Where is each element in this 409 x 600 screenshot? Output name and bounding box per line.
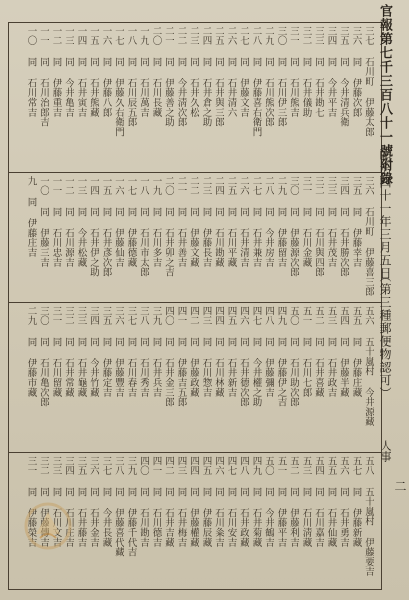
entry-column: 二九 同 伊藤留吉 [275,176,287,268]
entry-column: 二七 同 石井兼吉 [250,176,262,268]
entry-column: 一五 同 石井彥次郎 [100,176,112,277]
entry-column: 三四 同 今井平吉 [325,26,337,118]
entry-column: 一二 同 伊藤重吉 [50,26,62,118]
entry-column: 三二 同 伊藤傳吉 [38,456,49,548]
entry-column: 二八 同 伊藤喜右衛門 [250,26,262,137]
entry-column: 三五 同 伊藤定吉 [100,306,112,398]
entry-column: 三一 同 石川熊吉 [288,26,299,118]
entry-column: 五二 同 石井喜藏 [313,306,324,398]
entry-column: 二六 同 石井清六 [225,26,237,118]
entry-band-1 [12,26,374,168]
entry-column: 一〇 同 石川常吉 [25,26,37,118]
entry-column: 二三 同 伊藤長吉 [200,176,212,268]
entry-column: 四三 同 石川惣吉 [200,306,212,398]
entry-column: 四七 同 石川安吉 [225,456,237,548]
entry-column: 五七 同 伊藤新藏 [350,456,362,548]
entry-column: 一四 同 石井伊之助 [88,176,99,277]
entry-column: 四六 同 石井德次郎 [238,306,249,407]
entry-column: 一二 同 石川源吉 [63,176,74,268]
entry-column: 四三 同 石井梅吉 [175,456,187,548]
entry-column: 三九 同 石井兵吉 [150,306,162,398]
gazette-title: 官報第七千三百八十一號附錄 [377,4,392,186]
entry-column: 五一 同 伊藤平吉 [275,456,287,548]
entry-column: 三七 石川町 伊藤太郎 [363,26,374,137]
entry-column: 一七 同 伊藤久右衛門 [113,26,124,137]
entry-column: 四二 同 伊藤政藏 [188,306,199,398]
entry-band-2 [12,176,374,298]
entry-column: 一四 同 石井寅吉 [75,26,87,118]
entry-column: 九 同 伊藤庄吉 [25,176,37,258]
entry-column: 四九 同 石井菊藏 [250,456,262,548]
entry-column: 一九 同 石川多吉 [150,176,162,268]
entry-column: 二二 同 伊藤文藏 [188,176,199,268]
entry-column: 二八 同 今井房吉 [263,176,274,268]
entry-column: 五一 同 石川七郎 [300,306,312,398]
band-divider [8,452,381,453]
entry-column: 一一 同 石川忠吉 [50,176,62,268]
page-number: 二 [393,480,407,492]
entry-column: 一〇 同 伊藤三吉 [38,176,49,268]
entry-column: 三四 同 石井勝次郎 [338,176,349,277]
entry-column: 三三 同 石井龜藏 [75,306,87,398]
entry-column: 五三 同 石川淸藏 [300,456,312,548]
entry-column: 二三 同 石井久松 [188,26,199,118]
entry-column: 一三 同 今井松藏 [75,176,87,268]
entry-column: 三七 同 石川春吉 [125,306,137,398]
entry-column: 一一 同 石川治郎吉 [38,26,49,127]
entry-column: 四七 同 今井權之助 [250,306,262,407]
entry-column: 三〇 同 石川伊三郎 [275,26,287,127]
entry-column: 四五 同 石井新吉 [225,306,237,398]
entry-column: 五四 同 伊藤半藏 [338,306,349,398]
band-divider [8,302,381,303]
entry-column: 二〇 同 石川長藏 [150,26,162,118]
entry-column: 四一 同 伊藤吉五郎 [175,306,187,407]
entry-column: 五四 同 石川嘉吉 [313,456,324,548]
entry-column: 三五 同 伊藤幸吉 [350,176,362,268]
entry-column: 三六 石川町 伊藤喜三郎 [363,176,374,297]
entry-column: 一八 同 石川辰五郎 [125,26,137,127]
entry-column: 四〇 同 石井金三郎 [163,306,174,407]
section-category: 人事 [379,440,392,462]
entry-column: 三一 同 石川金藏 [300,176,312,268]
entry-column: 五二 同 伊藤利吉 [288,456,299,548]
entry-column: 三二 同 石川與四郎 [313,176,324,277]
entry-column: 一五 同 石井熊藏 [88,26,99,118]
entry-column: 三九 同 伊藤千代吉 [125,456,137,557]
entry-column: 四八 同 伊藤彌吉 [263,306,274,398]
entry-column: 四四 同 伊藤權藏 [188,456,199,548]
entry-column: 一三 同 今井亀吉 [63,26,74,118]
band-divider [8,172,381,173]
issue-date: 明治四十一年三月五日 [378,150,392,280]
entry-band-3 [12,306,374,448]
entry-column: 三五 同 今井清兵衛 [338,26,349,127]
entry-column: 五五 同 伊藤庄藏 [350,306,362,398]
entry-column: 五〇 同 今井鶴吉 [263,456,274,548]
entry-column: 二〇 同 石井卯之吉 [163,176,174,277]
entry-column: 三〇 同 石川亀次郎 [38,306,49,407]
entry-column: 三六 同 伊藤次郎 [350,26,362,118]
entry-column: 二七 同 伊藤文吉 [238,26,249,118]
postal-notice: （第三種郵便物認可） [378,270,392,400]
entry-column: 二二 同 今井淸次郎 [175,26,187,127]
entry-column: 四〇 同 石川勘吉 [138,456,149,548]
entry-column: 二四 同 石井倉之助 [200,26,212,127]
entry-column: 四八 同 石井政藏 [238,456,249,548]
entry-column: 四五 同 伊藤辰藏 [200,456,212,548]
entry-column: 二九 同 石川熊次郎 [263,26,274,127]
entry-column: 二一 同 石井善吉 [175,176,187,268]
entry-column: 二四 同 石川勘藏 [213,176,224,268]
entry-column: 五三 同 石井政吉 [325,306,337,398]
entry-column: 二六 同 石井清吉 [238,176,249,268]
entry-column: 二五 同 石井與三郎 [213,26,224,127]
entry-column: 一七 同 伊藤德藏 [125,176,137,268]
entry-column: 三五 同 石井藤吉 [75,456,87,548]
entry-column: 五六 同 石井勇吉 [338,456,349,548]
entry-column: 四六 同 石川粂吉 [213,456,224,548]
entry-column: 三一 同 石川留藏 [50,306,62,398]
entry-column: 三三 同 石井茂吉 [325,176,337,268]
entry-column: 三四 同 今井竹藏 [88,306,99,398]
entry-column: 三八 同 伊藤喜代藏 [113,456,124,557]
entry-column: 三八 同 石川秀吉 [138,306,149,398]
entry-column: 三七 同 今井長藏 [100,456,112,548]
entry-column: 三三 同 石井勘七 [313,26,324,118]
entry-column: 三三 同 石川文吉 [50,456,62,548]
entry-column: 一八 同 石川市太郎 [138,176,149,277]
entry-column: 五五 同 石井仙藏 [325,456,337,548]
entry-column: 一六 同 伊藤仙吉 [113,176,124,268]
library-stamp-icon [22,500,74,552]
entry-column: 五八 五十嵐村 伊藤要吉 [363,456,374,577]
entry-column: 三二 同 石井常藏 [63,306,74,398]
entry-column: 四九 同 伊藤伊之吉 [275,306,287,407]
entry-column: 五〇 同 石川助次郎 [288,306,299,407]
entry-column: 三二 同 石井儀助 [300,26,312,118]
entry-column: 二一 同 伊藤善之助 [163,26,174,127]
entry-column: 二五 同 石川平藏 [225,176,237,268]
entry-column: 三〇 同 伊藤源次郎 [288,176,299,277]
entry-column: 五六 五十嵐村 今井源藏 [363,306,374,427]
entry-column: 三六 同 伊藤豐吉 [113,306,124,398]
entry-column: 四二 同 石井吉藏 [163,456,174,548]
entry-column: 一九 同 石川萬吉 [138,26,149,118]
entry-column: 三六 同 石井金吉 [88,456,99,548]
entry-column: 三一 同 伊藤榮吉 [25,456,37,548]
entry-column: 四一 同 石川德吉 [150,456,162,548]
entry-column: 一六 同 伊藤八郎 [100,26,112,118]
entry-column: 四四 同 石川林藏 [213,306,224,398]
entry-column: 三四 同 石川庄吉 [63,456,74,548]
entry-column: 二九 同 伊藤市藏 [25,306,37,398]
